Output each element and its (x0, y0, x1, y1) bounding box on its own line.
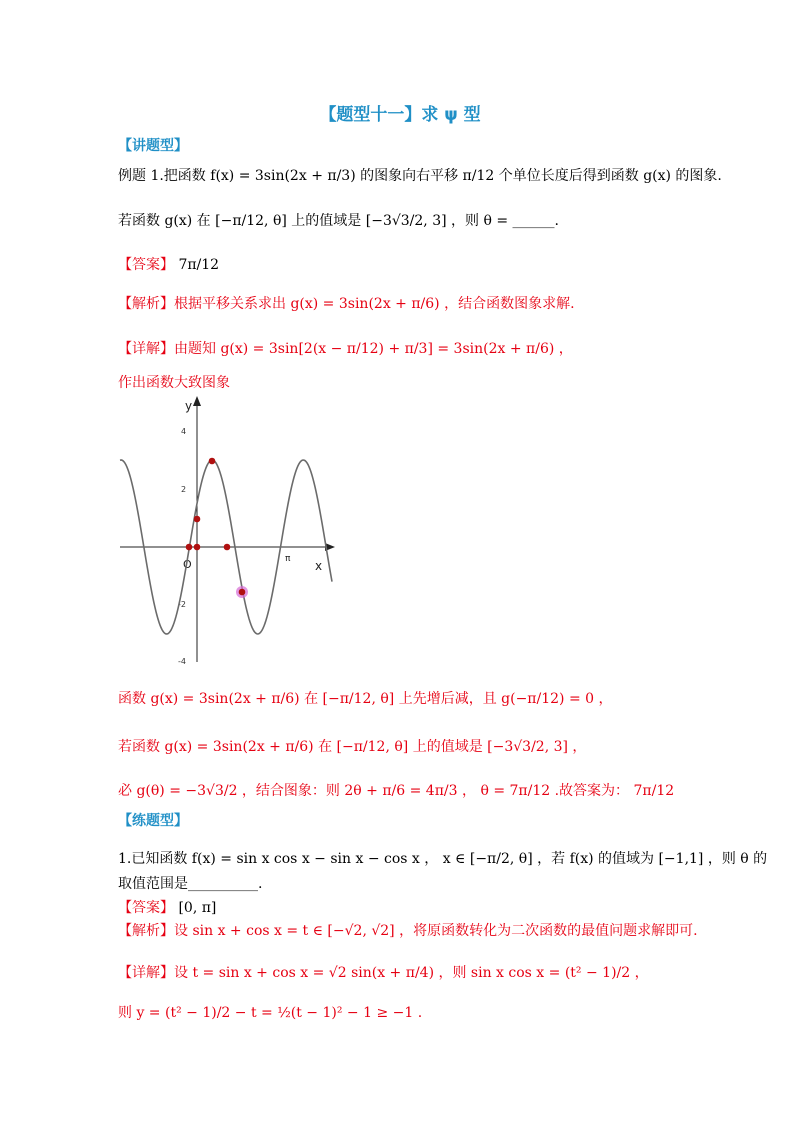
detail-text: 设 t = sin x + cos x = √2 sin(x + π/4) ，则 sin x cos x = (t² − 1)/2 ， (174, 965, 649, 981)
detail-2-line-1 (118, 962, 649, 982)
y-axis-label: y (185, 399, 193, 413)
y-axis-arrow (193, 396, 201, 406)
detail-1-line-4: 若函数 g(x) = 3sin(2x + π/6) 在 [−π/12, θ] 上的值域是 [−3√3/2, 3] ， (118, 739, 587, 755)
section-heading-lecture: 【讲题型】 (118, 138, 188, 154)
exercise-line-2: 取值范围是__________. (118, 876, 263, 892)
point-zero-right (194, 544, 201, 551)
point-zero-mid (224, 544, 231, 551)
answer-label: 【答案】 (118, 900, 174, 916)
answer-1 (118, 254, 219, 274)
detail-text: 由题知 g(x) = 3sin[2(x − π/12) + π/3] = 3sin(2x + π/6) ， (174, 341, 573, 357)
analysis-text: 设 sin x + cos x = t ∈ [−√2, √2] ，将原函数转化为二次函数的最值问题求解即可. (174, 923, 698, 939)
detail-label: 【详解】 (118, 965, 174, 981)
analysis-1 (118, 293, 575, 313)
answer-value: [0, π] (178, 900, 217, 916)
answer-label: 【答案】 (118, 257, 174, 273)
point-maximum (209, 458, 216, 465)
answer-2 (118, 897, 216, 917)
analysis-label: 【解析】 (118, 923, 174, 939)
detail-1-line-1 (118, 338, 573, 358)
analysis-2 (118, 920, 698, 940)
point-zero-left (186, 544, 193, 551)
pi-label: π (285, 554, 291, 564)
origin-label: O (183, 558, 192, 571)
function-graph (115, 392, 345, 672)
exercise-line-1: 1.已知函数 f(x) = sin x cos x − sin x − cos x ， x ∈ [−π/2, θ] ，若 f(x) 的值域为 [−1,1] ，则 θ 的 (118, 851, 768, 867)
point-theta (239, 589, 246, 596)
detail-1-line-3: 函数 g(x) = 3sin(2x + π/6) 在 [−π/12, θ] 上先增后减，且 g(−π/12) = 0 ， (118, 691, 613, 707)
example-line-1: 例题 1.把函数 f(x) = 3sin(2x + π/3) 的图象向右平移 π/12 个单位长度后得到函数 g(x) 的图象. (118, 168, 722, 184)
section-heading-practice: 【练题型】 (118, 813, 188, 829)
x-axis-label: x (315, 559, 323, 573)
y-tick-neg4: -4 (178, 657, 186, 666)
detail-2-line-2: 则 y = (t² − 1)/2 − t = ½(t − 1)² − 1 ≥ −1 . (118, 1005, 423, 1021)
detail-1-line-5: 必 g(θ) = −3√3/2 ，结合图象：则 2θ + π/6 = 4π/3 ， θ = 7π/12 .故答案为： 7π/12 (118, 783, 675, 799)
analysis-label: 【解析】 (118, 296, 174, 312)
y-tick-4: 4 (181, 427, 187, 436)
analysis-text: 根据平移关系求出 g(x) = 3sin(2x + π/6) ，结合函数图象求解. (174, 296, 575, 312)
example-line-2: 若函数 g(x) 在 [−π/12, θ] 上的值域是 [−3√3/2, 3] ，则 θ = ______. (118, 213, 559, 229)
detail-label: 【详解】 (118, 341, 174, 357)
y-tick-2: 2 (181, 485, 187, 494)
page-title: 【题型十一】求 ψ 型 (319, 105, 481, 125)
point-y-intercept (194, 516, 201, 523)
answer-value: 7π/12 (178, 257, 220, 273)
y-tick-neg2: -2 (178, 600, 186, 609)
detail-1-line-2: 作出函数大致图象 (118, 375, 230, 391)
